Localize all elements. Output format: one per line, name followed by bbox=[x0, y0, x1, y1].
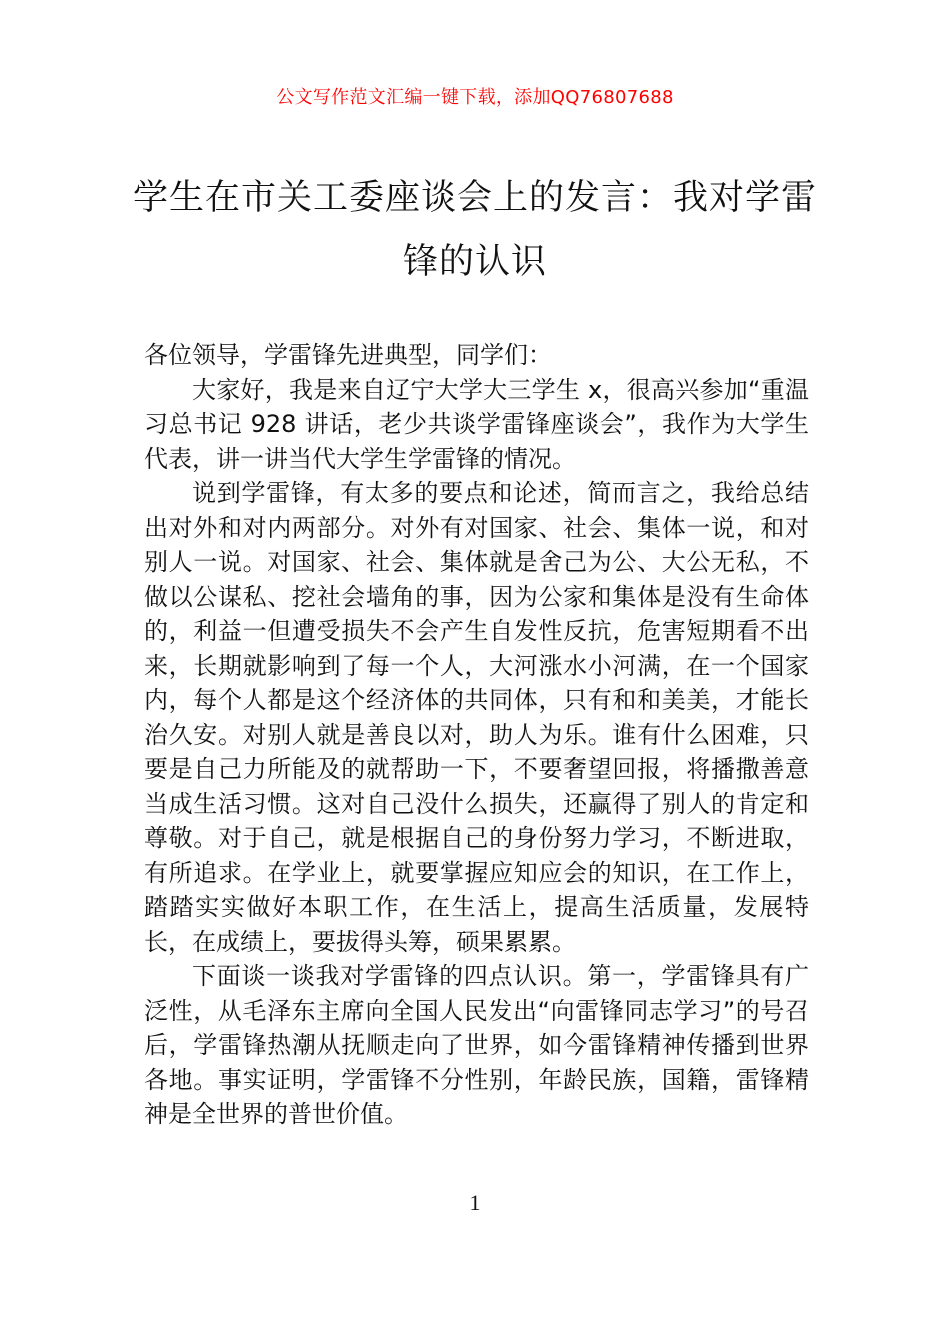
paragraph-1: 大家好，我是来自辽宁大学大三学生 x，很高兴参加“重温习总书记 928 讲话，老少共谈学雷锋座谈会”，我作为大学生代表，讲一讲当代大学生学雷锋的情况。 bbox=[144, 375, 809, 473]
page-number: 1 bbox=[469, 1190, 481, 1215]
paragraph-3: 下面谈一谈我对学雷锋的四点认识。第一，学雷锋具有广泛性，从毛泽东主席向全国人民发出“向雷锋同志学习”的号召后，学雷锋热潮从抚顺走向了世界，如今雷锋精神传播到世界各地。事实证明，学雷锋不分性别，年龄民族，国籍，雷锋精神是全世界的普世价值。 bbox=[144, 962, 809, 1128]
salutation: 各位领导，学雷锋先进典型，同学们： bbox=[144, 341, 552, 369]
document-body bbox=[144, 338, 809, 1132]
paragraph-2: 说到学雷锋，有太多的要点和论述，简而言之，我给总结出对外和对内两部分。对外有对国家、社会、集体一说，和对别人一说。对国家、社会、集体就是舍己为公、大公无私，不做以公谋私、挖社会墙角的事，因为公家和集体是没有生命体的，利益一但遭受损失不会产生自发性反抗，危害短期看不出来，长期就影响到了每一个人，大河涨水小河满，在一个国家内，每个人都是这个经济体的共同体，只有和和美美，才能长治久安。对别人就是善良以对，助人为乐。谁有什么困难，只要是自己力所能及的就帮助一下，不要奢望回报，将播撒善意当成生活习惯。这对自己没什么损失，还赢得了别人的肯定和尊敬。对于自己，就是根据自己的身份努力学习，不断进取，有所追求。在学业上，就要掌握应知应会的知识，在工作上，踏踏实实做好本职工作，在生活上，提高生活质量，发展特长，在成绩上，要拔得头筹，硕果累累。 bbox=[144, 479, 809, 956]
document-title: 学生在市关工委座谈会上的发言：我对学雷锋的认识 bbox=[132, 178, 817, 282]
download-note: 公文写作范文汇编一键下载，添加QQ76807688 bbox=[276, 87, 674, 108]
